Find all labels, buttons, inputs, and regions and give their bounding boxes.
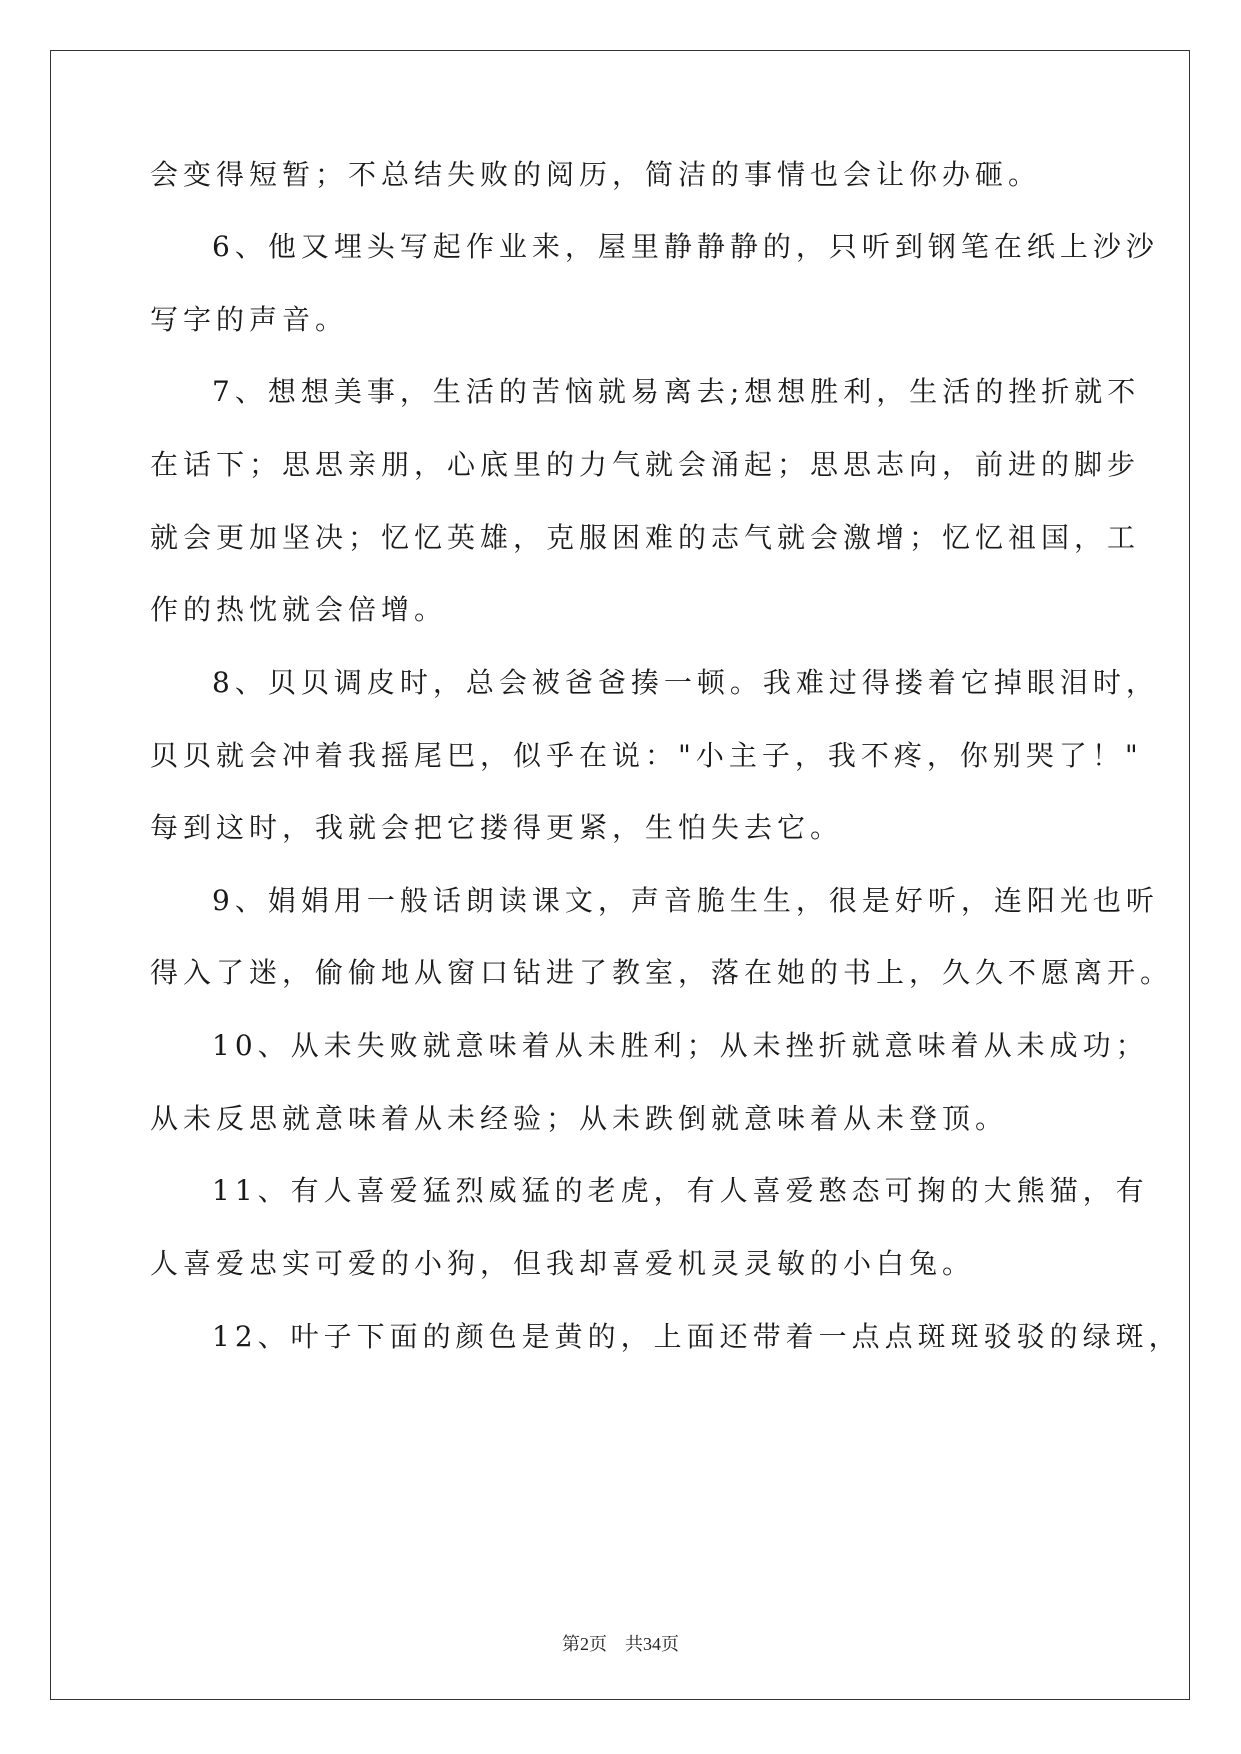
page-number: 第2页 bbox=[562, 1634, 607, 1654]
text-line: 12、叶子下面的颜色是黄的，上面还带着一点点斑斑驳驳的绿斑， bbox=[212, 1320, 1182, 1353]
text-line: 9、娟娟用一般话朗读课文，声音脆生生，很是好听，连阳光也听 bbox=[212, 884, 1159, 917]
text-line: 得入了迷，偷偷地从窗口钻进了教室，落在她的书上，久久不愿离开。 bbox=[150, 956, 1174, 989]
text-line: 10、从未失败就意味着从未胜利；从未挫折就意味着从未成功； bbox=[212, 1029, 1149, 1062]
text-line: 人喜爱忠实可爱的小狗，但我却喜爱机灵灵敏的小白兔。 bbox=[150, 1247, 976, 1280]
text-line: 6、他又埋头写起作业来，屋里静静静的，只听到钢笔在纸上沙沙 bbox=[212, 230, 1159, 263]
page-footer bbox=[0, 1630, 1241, 1656]
text-line: 写字的声音。 bbox=[150, 303, 349, 336]
page-total: 共34页 bbox=[625, 1634, 679, 1654]
text-line: 在话下；思思亲朋，心底里的力气就会涌起；思思志向，前进的脚步 bbox=[150, 448, 1141, 481]
text-line: 7、想想美事，生活的苦恼就易离去;想想胜利，生活的挫折就不 bbox=[212, 375, 1141, 408]
page-border bbox=[50, 50, 1190, 1700]
text-line: 贝贝就会冲着我摇尾巴，似乎在说："小主子，我不疼，你别哭了！" bbox=[150, 739, 1143, 772]
text-line: 8、贝贝调皮时，总会被爸爸揍一顿。我难过得搂着它掉眼泪时， bbox=[212, 666, 1159, 699]
text-line: 就会更加坚决；忆忆英雄，克服困难的志气就会激增；忆忆祖国，工 bbox=[150, 521, 1141, 554]
text-line: 会变得短暂；不总结失败的阅历，简洁的事情也会让你办砸。 bbox=[150, 158, 1042, 191]
text-line: 从未反思就意味着从未经验；从未跌倒就意味着从未登顶。 bbox=[150, 1102, 1009, 1135]
text-line: 作的热忱就会倍增。 bbox=[150, 593, 448, 626]
text-line: 每到这时，我就会把它搂得更紧，生怕失去它。 bbox=[150, 811, 844, 844]
text-line: 11、有人喜爱猛烈威猛的老虎，有人喜爱憨态可掬的大熊猫，有 bbox=[212, 1174, 1149, 1207]
